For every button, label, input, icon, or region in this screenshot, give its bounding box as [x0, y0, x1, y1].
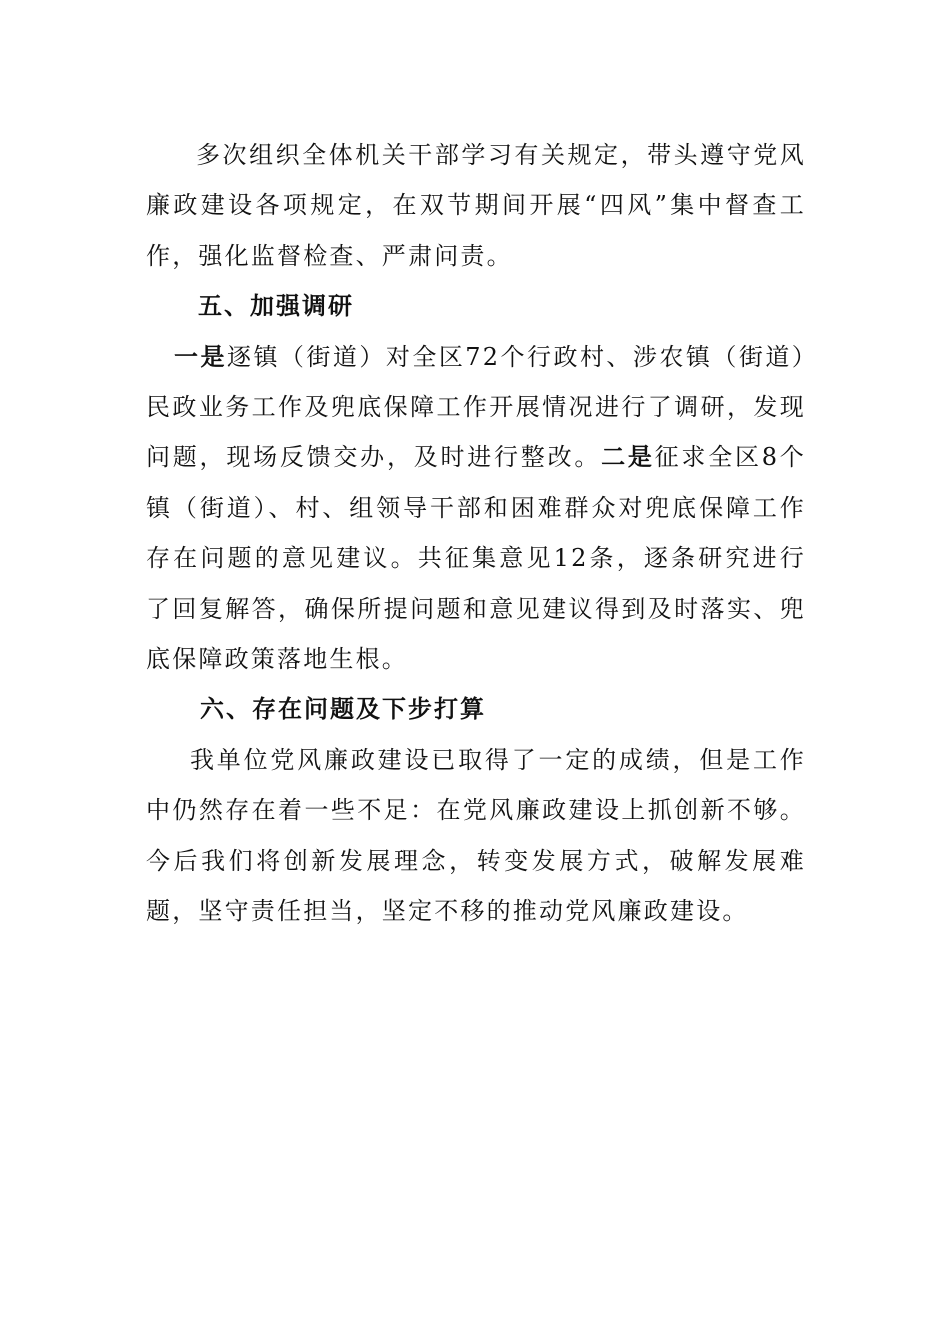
lead-marker-first: 一是	[174, 341, 227, 371]
section-heading-problems: 六、存在问题及下步打算	[200, 694, 486, 724]
lead-marker-second: 二是	[601, 442, 655, 472]
paragraph-research	[146, 332, 806, 685]
research-text-first: 逐镇（街道）对全区72个行政村、涉农镇（街道）民政业务工作及兜底保障工作开展情况进行了调研，发现问题，现场反馈交办，及时进行整改。	[146, 342, 806, 472]
document-body	[146, 130, 806, 937]
paragraph-supervision: 多次组织全体机关干部学习有关规定，带头遵守党风廉政建设各项规定，在双节期间开展“四风”集中督查工作，强化监督检查、严肃问责。	[146, 141, 806, 270]
research-text-second: 征求全区8个镇（街道）、村、组领导干部和困难群众对兜底保障工作存在问题的意见建议。共征集意见12条，逐条研究进行了回复解答，确保所提问题和意见建议得到及时落实、兜底保障政策落地生根。	[146, 443, 806, 674]
section-heading-research: 五、加强调研	[198, 291, 354, 321]
paragraph-problems: 我单位党风廉政建设已取得了一定的成绩，但是工作中仍然存在着一些不足：在党风廉政建设上抓创新不够。今后我们将创新发展理念，转变发展方式，破解发展难题，坚守责任担当，坚定不移的推动党风廉政建设。	[146, 745, 806, 926]
